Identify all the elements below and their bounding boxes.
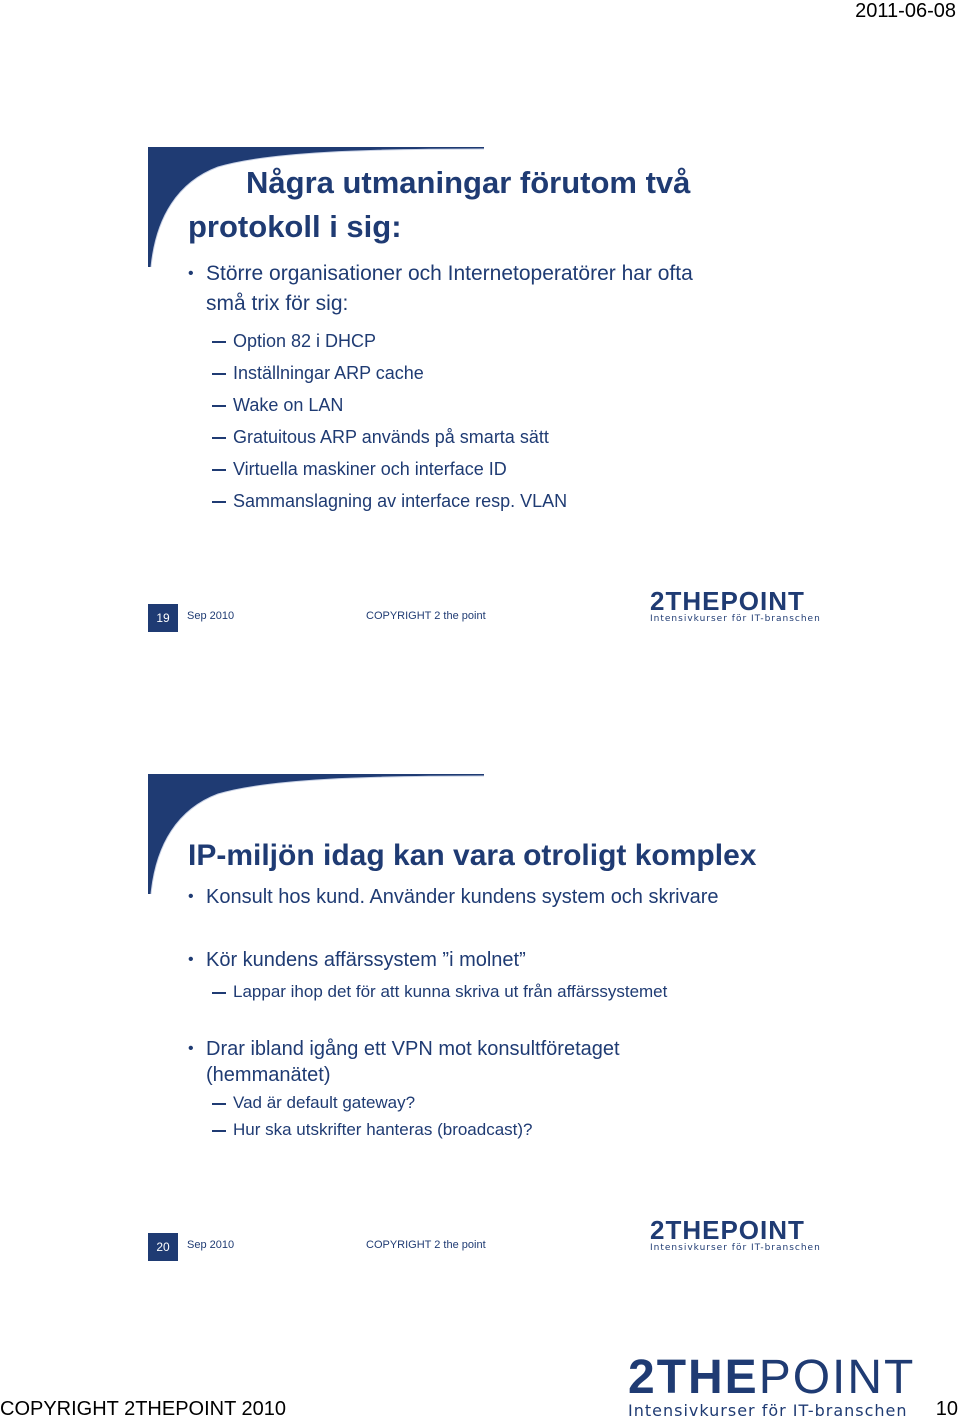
slide-copyright: COPYRIGHT 2 the point	[366, 1239, 486, 1251]
dash-icon	[212, 437, 226, 439]
dash-icon	[212, 1130, 226, 1132]
brand-logo-mark: 2THEPOINT	[650, 1215, 805, 1245]
page-copyright: COPYRIGHT 2THEPOINT 2010	[0, 1398, 287, 1420]
sub-item: Sammanslagning av interface resp. VLAN	[186, 485, 567, 517]
bullet-text-line-2: små trix för sig:	[206, 292, 349, 315]
bullet-item	[186, 947, 719, 973]
slide-number-badge: 19	[148, 604, 178, 632]
slide-footer	[148, 586, 821, 640]
bullet-text: Kör kundens affärssystem ”i molnet”	[206, 949, 526, 971]
sub-item: Hur ska utskrifter hanteras (broadcast)?	[186, 1116, 533, 1143]
sub-list	[186, 1089, 533, 1143]
slide-title-line-2: protokoll i sig:	[188, 209, 402, 244]
bullet-text-line-2: (hemmanätet)	[206, 1064, 331, 1086]
slide-date: Sep 2010	[187, 610, 235, 622]
bullet-list	[186, 884, 719, 973]
slide-20	[148, 774, 821, 1274]
bullet-text: Konsult hos kund. Använder kundens system och skrivare	[206, 886, 719, 908]
dash-icon	[212, 341, 226, 343]
sub-item: Virtuella maskiner och interface ID	[186, 453, 567, 485]
page-date: 2011-06-08	[855, 0, 956, 22]
slide-footer	[148, 1215, 821, 1269]
dash-icon	[212, 405, 226, 407]
bullet-item	[186, 259, 693, 319]
sub-list	[186, 978, 667, 1005]
slide-copyright: COPYRIGHT 2 the point	[366, 610, 486, 622]
bullet-item	[186, 884, 719, 910]
brand-tagline: Intensivkurser för IT-branschen	[650, 1243, 821, 1253]
sub-item: Inställningar ARP cache	[186, 357, 567, 389]
brand-tagline: Intensivkurser för IT-branschen	[628, 1401, 908, 1420]
slide-title	[188, 161, 690, 249]
dash-icon	[212, 373, 226, 375]
brand-logo-mark: 2THEPOINT	[628, 1351, 916, 1404]
bullet-text-line-1: Större organisationer och Internetoperatörer har ofta	[206, 262, 693, 285]
slide-title: IP-miljön idag kan vara otroligt komplex	[188, 839, 757, 872]
sub-item: Vad är default gateway?	[186, 1089, 533, 1116]
bullet-dot-icon: •	[188, 1040, 194, 1057]
bullet-dot-icon: •	[188, 888, 194, 905]
bullet-item	[186, 1036, 620, 1088]
dash-icon	[212, 501, 226, 503]
brand-tagline: Intensivkurser för IT-branschen	[650, 614, 821, 624]
sub-list	[186, 325, 567, 517]
bullet-dot-icon: •	[188, 951, 194, 968]
sub-item: Wake on LAN	[186, 389, 567, 421]
bullet-text-line-1: Drar ibland igång ett VPN mot konsultföretaget	[206, 1038, 620, 1060]
dash-icon	[212, 992, 226, 994]
page-number: 10	[935, 1398, 958, 1420]
dash-icon	[212, 1103, 226, 1105]
slide-19	[148, 147, 821, 647]
slide-date: Sep 2010	[187, 1239, 235, 1251]
brand-logo	[650, 588, 821, 624]
bullet-dot-icon: •	[188, 265, 194, 282]
sub-item: Option 82 i DHCP	[186, 325, 567, 357]
brand-logo	[650, 1217, 821, 1253]
bullet-list	[186, 259, 693, 319]
brand-logo-mark: 2THEPOINT	[650, 586, 805, 616]
slide-title-line-1: Några utmaningar förutom två	[246, 165, 691, 200]
dash-icon	[212, 469, 226, 471]
sub-item: Lappar ihop det för att kunna skriva ut från affärssystemet	[186, 978, 667, 1005]
brand-logo-large	[628, 1351, 916, 1420]
sub-item: Gratuitous ARP används på smarta sätt	[186, 421, 567, 453]
slide-number-badge: 20	[148, 1233, 178, 1261]
bullet-list	[186, 1036, 620, 1088]
